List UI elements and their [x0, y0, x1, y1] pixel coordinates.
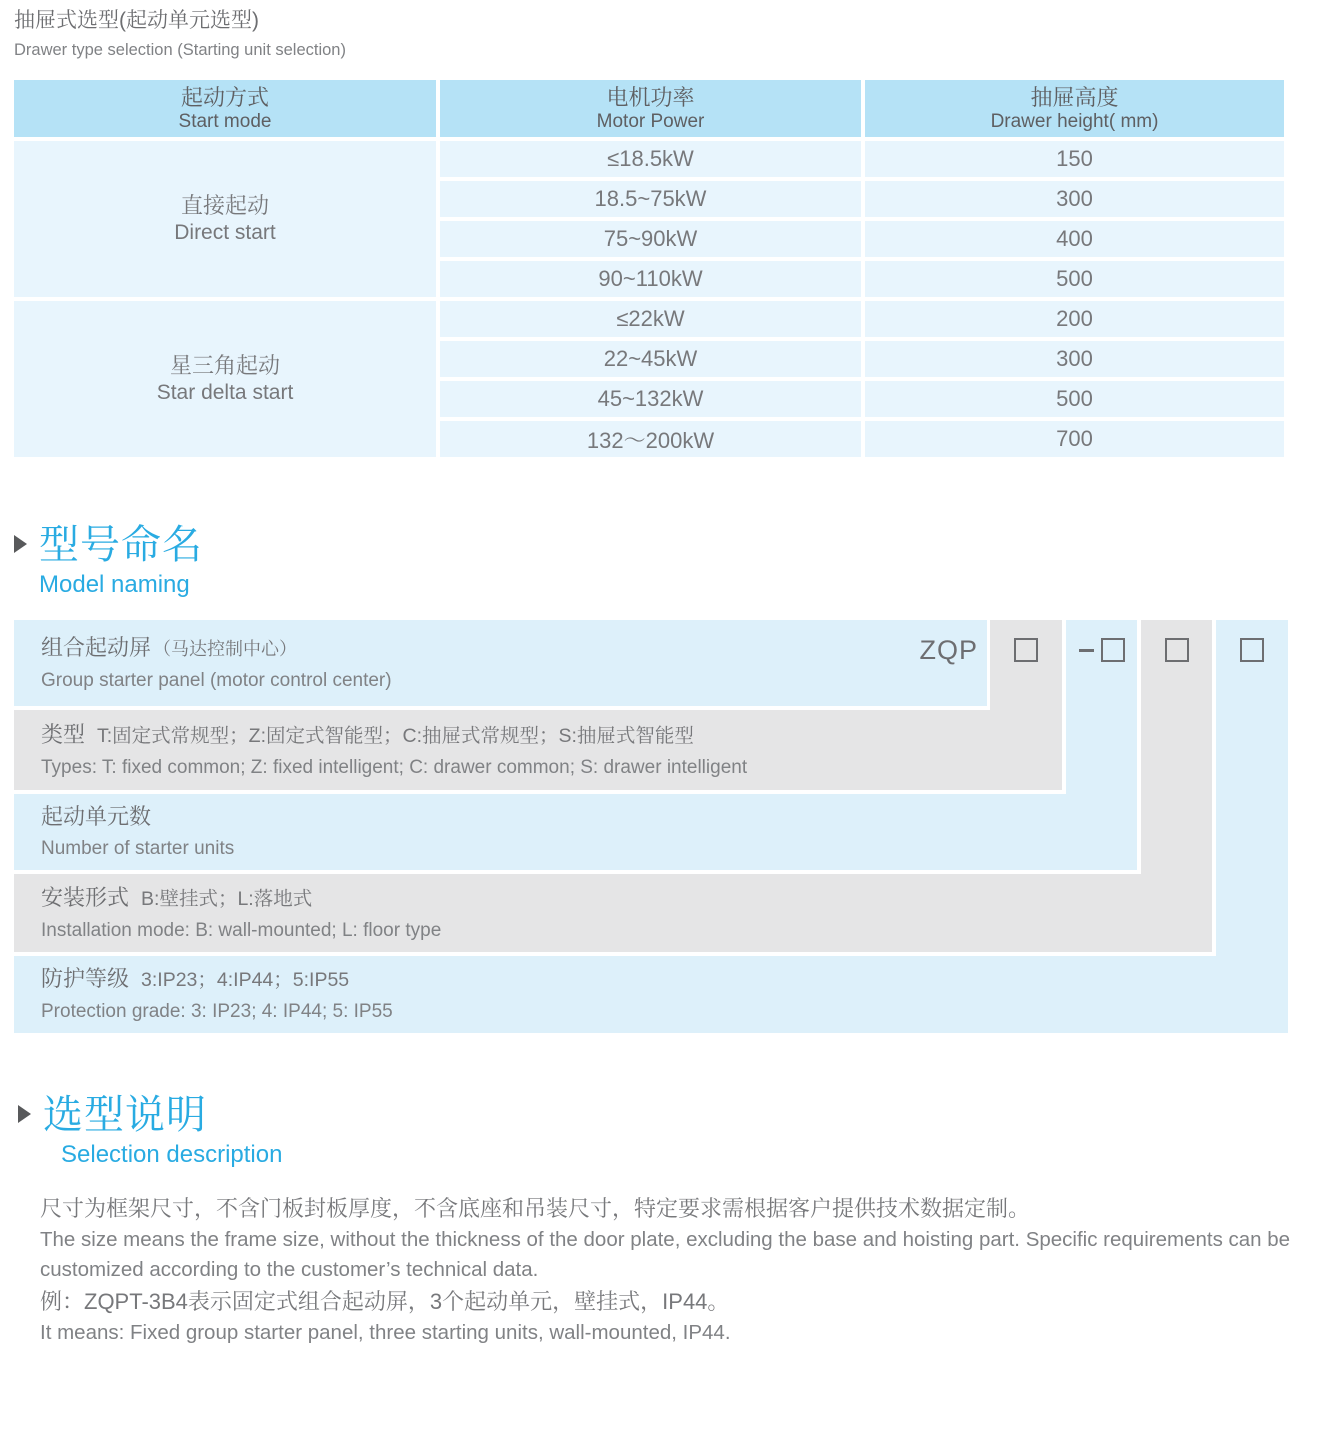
- header-zh: 抽屉高度: [1030, 84, 1119, 110]
- section-title-zh: 选型说明: [43, 1093, 207, 1137]
- description-line-zh: 例：ZQPT-3B4表示固定式组合起动屏，3个起动单元，壁挂式，IP44。: [40, 1289, 730, 1314]
- mode-cell-star-delta-start: [14, 301, 436, 457]
- code-placeholder-box: [1014, 638, 1038, 662]
- band-en: Protection grade: 3: IP23; 4: IP44; 5: IP55: [41, 1001, 393, 1022]
- code-placeholder-box: [1240, 638, 1264, 662]
- description-line-en: The size means the frame size, without the thickness of the door plate, excluding the base and hoisting part. Specific requirements can be customized according to the customer’s technical data.: [40, 1228, 1291, 1281]
- section-title-en: Selection description: [61, 1141, 283, 1168]
- band-en: Types: T: fixed common; Z: fixed intelligent; C: drawer common; S: drawer intelligent: [41, 756, 748, 778]
- description-line-zh: 尺寸为框架尺寸，不含门板封板厚度，不含底座和吊装尺寸，特定要求需根据客户提供技术数据定制。: [40, 1196, 1031, 1221]
- header-en: Motor Power: [596, 110, 705, 132]
- header-en: Start mode: [178, 110, 272, 132]
- section-title-zh: 型号命名: [39, 523, 203, 567]
- drawer-selection-table: [14, 80, 1284, 457]
- height-cell: 150: [865, 141, 1284, 177]
- table-header-start-mode: [14, 80, 436, 137]
- band-en: Installation mode: B: wall-mounted; L: floor type: [41, 919, 442, 941]
- section-model-naming-header: [14, 522, 203, 599]
- height-cell: 300: [865, 181, 1284, 217]
- mode-cell-direct-start: [14, 141, 436, 297]
- section-arrow-icon: [18, 1105, 31, 1123]
- band-zh: 安装形式 B:壁挂式；L:落地式: [41, 884, 313, 910]
- mode-zh: 星三角起动: [169, 353, 280, 378]
- height-cell: 400: [865, 221, 1284, 257]
- code-placeholder-box: [1101, 638, 1125, 662]
- band-types: [14, 710, 1062, 790]
- page-title-en: Drawer type selection (Starting unit selection): [14, 41, 346, 59]
- table-header-motor-power: [440, 80, 861, 137]
- section-arrow-icon: [14, 535, 27, 553]
- section-title-en: Model naming: [39, 571, 190, 598]
- power-cell: 90~110kW: [440, 261, 861, 297]
- section-selection-description-header: [18, 1092, 282, 1169]
- power-cell: 75~90kW: [440, 221, 861, 257]
- code-placeholder-box: [1165, 638, 1189, 662]
- power-cell: ≤22kW: [440, 301, 861, 337]
- band-starter-units: [14, 794, 1137, 870]
- selection-description-text: [40, 1193, 1296, 1349]
- mode-en: Direct start: [174, 221, 276, 244]
- power-cell: ≤18.5kW: [440, 141, 861, 177]
- power-cell: 22~45kW: [440, 341, 861, 377]
- power-cell: 45~132kW: [440, 381, 861, 417]
- band-zh: 类型 T:固定式常规型；Z:固定式智能型；C:抽屉式常规型；S:抽屉式智能型: [41, 721, 694, 747]
- model-naming-diagram: [14, 620, 1288, 1033]
- header-zh: 电机功率: [606, 84, 695, 110]
- height-cell: 300: [865, 341, 1284, 377]
- band-zh: 组合起动屏 （马达控制中心）: [41, 634, 298, 660]
- height-cell: 200: [865, 301, 1284, 337]
- dash-separator: [1079, 649, 1094, 652]
- header-zh: 起动方式: [180, 84, 269, 110]
- power-cell: 132～200kW: [440, 421, 861, 457]
- mode-en: Star delta start: [156, 381, 294, 404]
- height-cell: 500: [865, 381, 1284, 417]
- header-en: Drawer height( mm): [990, 110, 1159, 132]
- band-en: Group starter panel (motor control center): [41, 669, 392, 691]
- band-protection-grade: [14, 956, 1288, 1033]
- height-cell: 500: [865, 261, 1284, 297]
- description-line-en: It means: Fixed group starter panel, three starting units, wall-mounted, IP44.: [40, 1321, 731, 1344]
- band-installation-mode: [14, 874, 1212, 952]
- band-zh: 起动单元数: [41, 804, 152, 829]
- model-code-prefix: ZQP: [919, 635, 978, 665]
- band-en: Number of starter units: [41, 838, 235, 859]
- mode-zh: 直接起动: [180, 193, 269, 218]
- power-cell: 18.5~75kW: [440, 181, 861, 217]
- page-title-zh: 抽屉式选型(起动单元选型): [14, 9, 259, 32]
- band-group-starter-panel: [14, 620, 987, 706]
- band-zh: 防护等级 3:IP23；4:IP44；5:IP55: [41, 966, 350, 991]
- page-title: [14, 6, 346, 62]
- height-cell: 700: [865, 421, 1284, 457]
- table-header-drawer-height: [865, 80, 1284, 137]
